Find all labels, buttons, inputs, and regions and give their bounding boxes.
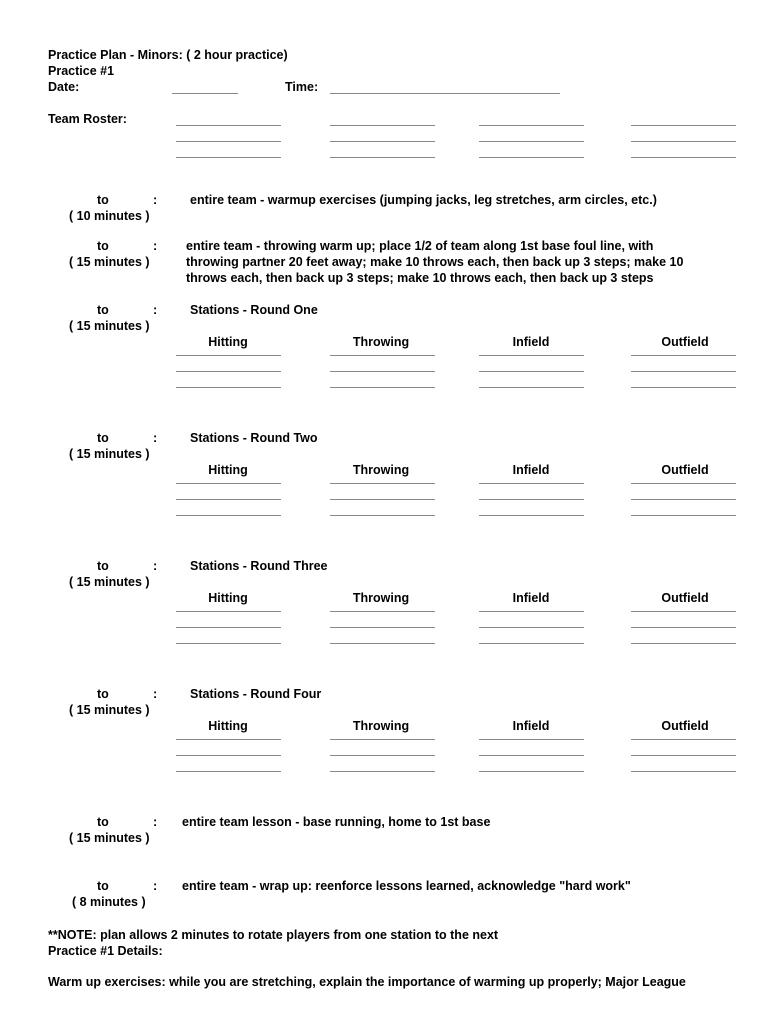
station-blank[interactable] [479, 771, 584, 772]
block-text: Stations - Round Two [190, 431, 318, 445]
station-column-header: Infield [512, 335, 550, 349]
station-blank[interactable] [330, 499, 435, 500]
station-column-header: Hitting [208, 719, 248, 733]
station-blank[interactable] [176, 643, 281, 644]
block-text: Stations - Round Four [190, 687, 322, 701]
station-blank[interactable] [631, 355, 736, 356]
station-blank[interactable] [176, 515, 281, 516]
station-column-header: Outfield [661, 719, 709, 733]
station-blank[interactable] [330, 515, 435, 516]
note: **NOTE: plan allows 2 minutes to rotate players from one station to the next [48, 928, 499, 942]
station-blank[interactable] [330, 611, 435, 612]
station-column-header: Infield [512, 591, 550, 605]
station-column-header: Hitting [208, 591, 248, 605]
station-blank[interactable] [479, 611, 584, 612]
time-colon: : [153, 239, 158, 253]
station-blank[interactable] [631, 371, 736, 372]
time-colon: : [153, 303, 158, 317]
station-column-header: Infield [512, 463, 550, 477]
station-column-header: Hitting [208, 335, 248, 349]
page-title: Practice Plan - Minors: ( 2 hour practice) [48, 48, 288, 62]
station-blank[interactable] [330, 643, 435, 644]
station-blank[interactable] [631, 627, 736, 628]
time-to-label: to [97, 193, 109, 207]
station-blank[interactable] [479, 483, 584, 484]
station-blank[interactable] [330, 387, 435, 388]
block-text: entire team - warmup exercises (jumping jacks, leg stretches, arm circles, etc.) [190, 193, 657, 207]
station-column-header: Outfield [661, 591, 709, 605]
roster-blank[interactable] [330, 157, 435, 158]
block-text: entire team - throwing warm up; place 1/2 of team along 1st base foul line, with [186, 239, 654, 253]
roster-blank[interactable] [330, 125, 435, 126]
date-label: Date: [48, 80, 80, 94]
block-text: Stations - Round One [190, 303, 318, 317]
block-text: entire team - wrap up: reenforce lessons learned, acknowledge "hard work" [182, 879, 631, 893]
station-blank[interactable] [631, 771, 736, 772]
station-blank[interactable] [176, 371, 281, 372]
station-blank[interactable] [631, 611, 736, 612]
station-blank[interactable] [176, 499, 281, 500]
duration: ( 10 minutes ) [69, 209, 150, 223]
roster-blank[interactable] [631, 141, 736, 142]
roster-blank[interactable] [176, 141, 281, 142]
time-blank[interactable] [330, 93, 560, 94]
station-column-header: Infield [512, 719, 550, 733]
warmup-details: Warm up exercises: while you are stretching, explain the importance of warming up properly; Major League [48, 975, 686, 989]
station-blank[interactable] [176, 611, 281, 612]
block-text: throwing partner 20 feet away; make 10 throws each, then back up 3 steps; make 10 [186, 255, 684, 269]
station-blank[interactable] [330, 627, 435, 628]
station-blank[interactable] [330, 755, 435, 756]
duration: ( 15 minutes ) [69, 255, 150, 269]
station-blank[interactable] [330, 355, 435, 356]
station-blank[interactable] [330, 771, 435, 772]
duration: ( 15 minutes ) [69, 447, 150, 461]
time-colon: : [153, 431, 158, 445]
station-blank[interactable] [176, 755, 281, 756]
time-colon: : [153, 879, 158, 893]
station-blank[interactable] [479, 627, 584, 628]
station-column-header: Outfield [661, 335, 709, 349]
duration: ( 15 minutes ) [69, 319, 150, 333]
station-column-header: Throwing [352, 335, 410, 349]
time-colon: : [153, 559, 158, 573]
station-blank[interactable] [631, 755, 736, 756]
station-blank[interactable] [176, 739, 281, 740]
block-text: throws each, then back up 3 steps; make 10 throws each, then back up 3 steps [186, 271, 654, 285]
time-to-label: to [97, 879, 109, 893]
time-to-label: to [97, 687, 109, 701]
station-blank[interactable] [330, 739, 435, 740]
time-to-label: to [97, 303, 109, 317]
roster-blank[interactable] [330, 141, 435, 142]
date-blank[interactable] [172, 93, 238, 94]
roster-blank[interactable] [479, 157, 584, 158]
duration: ( 15 minutes ) [69, 703, 150, 717]
details-title: Practice #1 Details: [48, 944, 163, 958]
station-blank[interactable] [631, 387, 736, 388]
duration: ( 15 minutes ) [69, 831, 150, 845]
station-blank[interactable] [176, 771, 281, 772]
station-blank[interactable] [479, 643, 584, 644]
time-colon: : [153, 687, 158, 701]
station-blank[interactable] [176, 387, 281, 388]
station-column-header: Hitting [208, 463, 248, 477]
roster-blank[interactable] [631, 125, 736, 126]
station-blank[interactable] [176, 627, 281, 628]
duration: ( 8 minutes ) [72, 895, 146, 909]
station-blank[interactable] [631, 499, 736, 500]
station-blank[interactable] [479, 387, 584, 388]
time-to-label: to [97, 431, 109, 445]
station-blank[interactable] [176, 483, 281, 484]
station-blank[interactable] [330, 483, 435, 484]
station-blank[interactable] [631, 483, 736, 484]
station-blank[interactable] [631, 515, 736, 516]
roster-blank[interactable] [479, 125, 584, 126]
practice-number: Practice #1 [48, 64, 115, 78]
station-column-header: Throwing [352, 591, 410, 605]
roster-blank[interactable] [479, 141, 584, 142]
station-blank[interactable] [479, 755, 584, 756]
roster-blank[interactable] [631, 157, 736, 158]
station-blank[interactable] [479, 371, 584, 372]
time-colon: : [153, 815, 158, 829]
time-colon: : [153, 193, 158, 207]
station-blank[interactable] [176, 355, 281, 356]
station-blank[interactable] [479, 499, 584, 500]
duration: ( 15 minutes ) [69, 575, 150, 589]
block-text: entire team lesson - base running, home to 1st base [182, 815, 491, 829]
time-label: Time: [285, 80, 319, 94]
station-blank[interactable] [631, 643, 736, 644]
station-blank[interactable] [631, 739, 736, 740]
station-blank[interactable] [479, 355, 584, 356]
roster-blank[interactable] [176, 157, 281, 158]
block-text: Stations - Round Three [190, 559, 328, 573]
station-column-header: Throwing [352, 719, 410, 733]
time-to-label: to [97, 559, 109, 573]
station-column-header: Outfield [661, 463, 709, 477]
roster-label: Team Roster: [48, 112, 127, 126]
roster-blank[interactable] [176, 125, 281, 126]
station-blank[interactable] [479, 739, 584, 740]
station-column-header: Throwing [352, 463, 410, 477]
station-blank[interactable] [330, 371, 435, 372]
time-to-label: to [97, 815, 109, 829]
station-blank[interactable] [479, 515, 584, 516]
time-to-label: to [97, 239, 109, 253]
